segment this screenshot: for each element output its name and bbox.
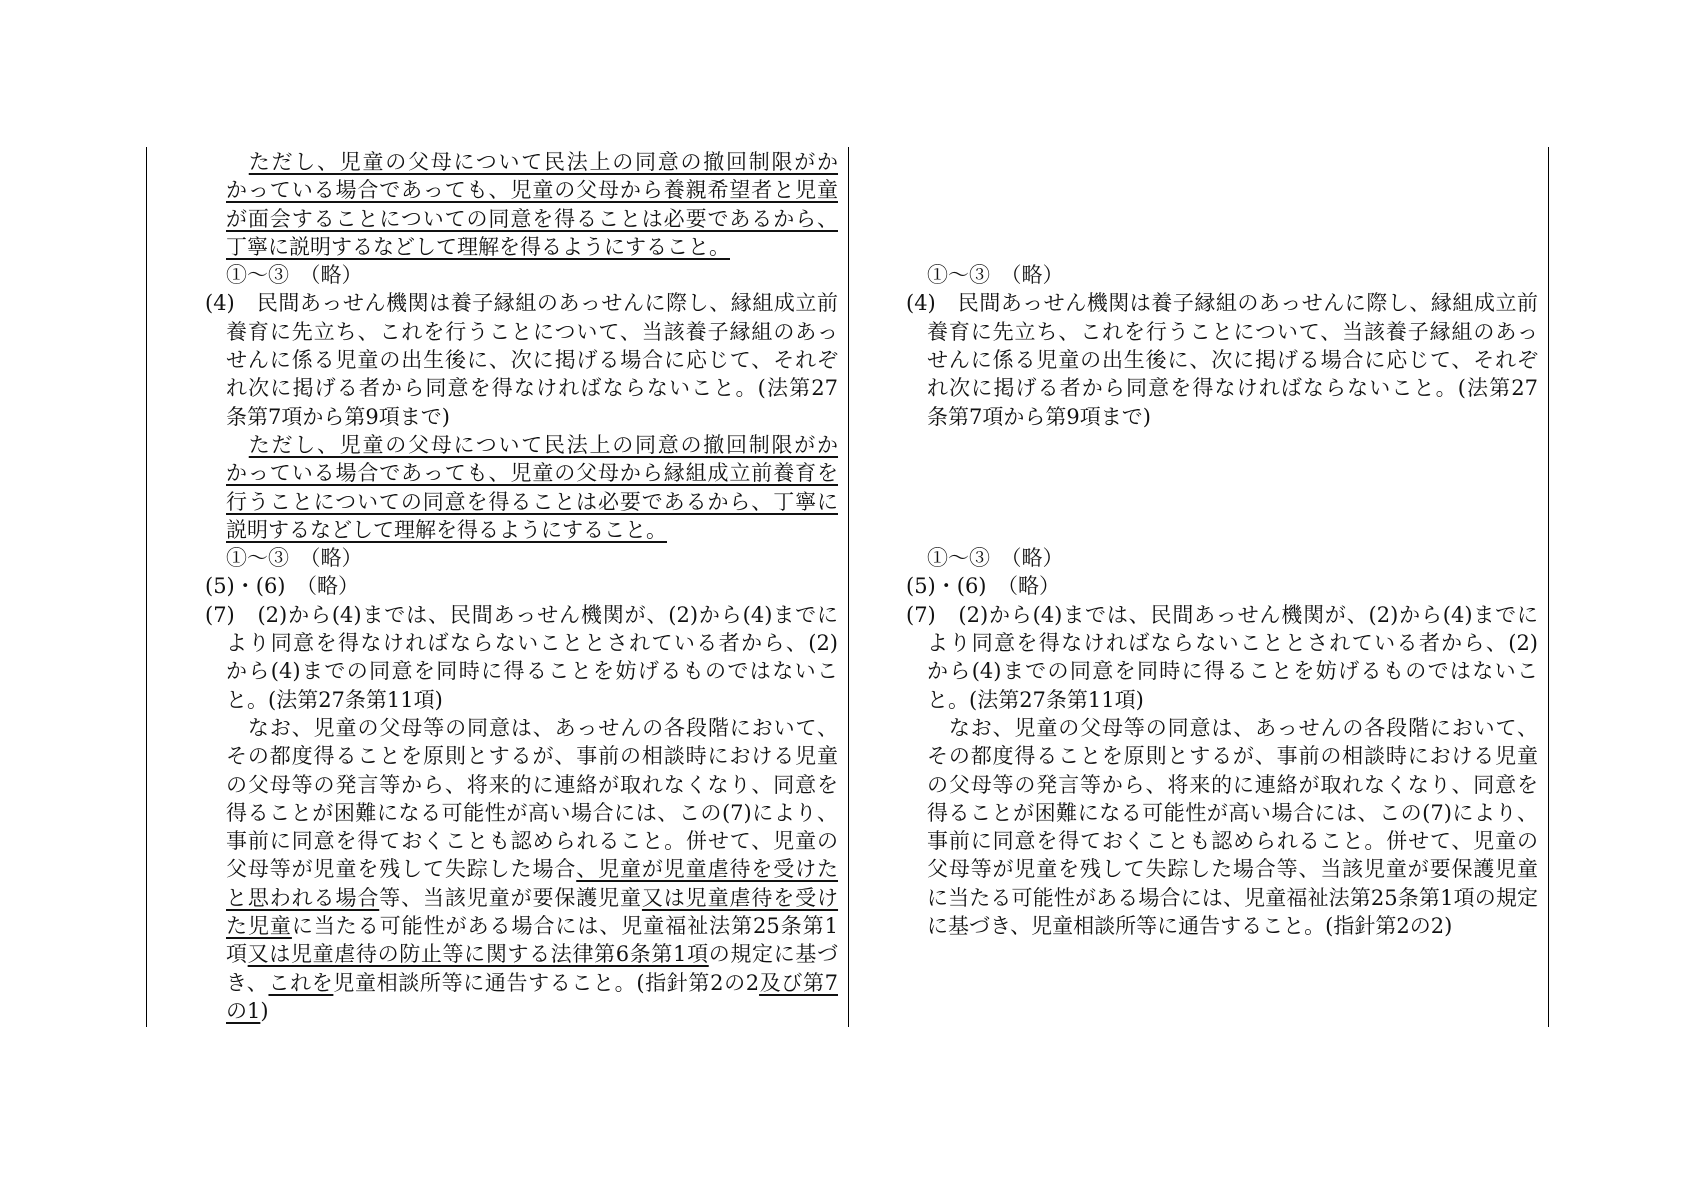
amended-text: かっている場合であっても、児童の父母から縁組成立前養育を [226,461,838,486]
text-segment: (5)・(6) （略） [906,574,1060,599]
text-line [927,261,1538,289]
text-segment: に基づき、児童相談所等に通告すること。(指針第2の2) [927,914,1453,939]
text-segment: に当たる可能性がある場合には、児童福祉法第25条第1項の規定 [927,885,1538,910]
text-segment: ①～③ （略） [927,263,1064,288]
text-segment: 得ることが困難になる可能性が高い場合には、この(7)により、 [927,800,1538,825]
table-border-middle [848,147,849,1027]
text-line [226,714,838,742]
text-line [927,346,1538,374]
amended-text: の1 [226,998,261,1023]
amended-text: ただし、児童の父母について民法上の同意の撤回制限がか [248,432,839,457]
amended-text: 又は児童虐待を受け [641,885,839,910]
text-line [226,261,838,289]
text-line [906,459,1538,487]
text-line [205,289,838,317]
text-segment: なお、児童の父母等の同意は、あっせんの各段階において、 [927,715,1538,740]
text-line [906,572,1538,600]
text-line [927,799,1538,827]
amended-text: た児童 [226,914,292,939]
text-line [226,657,838,685]
text-segment: れ次に掲げる者から同意を得なければならないこと。(法第27 [927,376,1538,401]
text-segment: せんに係る児童の出生後に、次に掲げる場合に応じて、それぞ [927,348,1538,373]
text-line [927,544,1538,572]
text-segment: に当たる可能性がある場合には、児童福祉法第25条第1 [291,914,838,939]
text-segment: 条第7項から第9項まで) [226,404,450,429]
text-segment: (4) 民間あっせん機関は養子縁組のあっせんに際し、縁組成立前 [906,291,1538,316]
text-segment: ①～③ （略） [226,263,363,288]
text-line [226,516,838,544]
text-segment: (7) (2)から(4)までは、民間あっせん機関が、(2)から(4)までに [906,602,1538,627]
text-line [226,969,838,997]
text-line [226,233,838,261]
text-line [226,629,838,657]
text-line [226,997,838,1025]
text-segment: (7) (2)から(4)までは、民間あっせん機関が、(2)から(4)までに [205,602,838,627]
amended-text: 丁寧に説明するなどして理解を得るようにすること。 [226,234,730,259]
text-line [927,827,1538,855]
amended-text: 説明するなどして理解を得るようにすること。 [226,517,667,542]
text-segment: と。(法第27条第11項) [927,687,1144,712]
text-line [927,855,1538,883]
text-line [205,572,838,600]
text-line [927,742,1538,770]
text-line [226,431,838,459]
table-border-left [146,147,147,1027]
text-line [226,346,838,374]
amended-text: かっている場合であっても、児童の父母から養親希望者と児童 [226,178,838,203]
text-segment: その都度得ることを原則とするが、事前の相談時における児童 [927,744,1538,769]
amended-text: 及び第7 [759,970,838,995]
text-line [927,884,1538,912]
text-line [226,827,838,855]
text-segment: 項 [226,942,248,967]
text-segment: 等、当該児童が要保護児童 [379,885,642,910]
text-line [906,431,1538,459]
text-line [906,516,1538,544]
text-line [927,318,1538,346]
text-segment: ①～③ （略） [226,546,363,571]
text-line [226,148,838,176]
amended-text: 、児童が児童虐待を受けた [576,857,839,882]
text-line [927,912,1538,940]
text-segment: 児童相談所等に通告すること。(指針第2の2 [333,970,760,995]
text-line [226,940,838,968]
text-segment [226,433,249,457]
text-line [226,742,838,770]
text-line [226,205,838,233]
text-segment: (5)・(6) （略） [205,574,359,599]
table-border-right [1548,147,1549,1027]
amended-text: 行うことについての同意を得ることは必要であるから、丁寧に [226,489,838,514]
text-segment: から(4)までの同意を同時に得ることを妨げるものではないこ [927,659,1538,684]
text-line [226,488,838,516]
text-segment: き、 [226,970,269,995]
text-segment: ) [260,998,269,1023]
text-line [226,374,838,402]
text-segment: 養育に先立ち、これを行うことについて、当該養子縁組のあっ [927,319,1538,344]
text-segment: から(4)までの同意を同時に得ることを妨げるものではないこ [226,659,838,684]
text-line [226,403,838,431]
text-segment: せんに係る児童の出生後に、次に掲げる場合に応じて、それぞ [226,348,838,373]
text-line [226,318,838,346]
text-line [226,771,838,799]
text-line [927,686,1538,714]
text-line [927,374,1538,402]
text-segment: 得ることが困難になる可能性が高い場合には、この(7)により、 [226,800,838,825]
text-line [226,855,838,883]
text-segment: より同意を得なければならないこととされている者から、(2) [927,631,1538,656]
text-line [906,289,1538,317]
text-segment: より同意を得なければならないこととされている者から、(2) [226,631,838,656]
amended-text: 又は児童虐待の防止等に関する法律第6条第1項 [247,942,709,967]
text-line [906,205,1538,233]
amended-text: と思われる場合 [226,885,380,910]
text-line [226,912,838,940]
text-line [226,459,838,487]
text-line [927,714,1538,742]
text-line [205,601,838,629]
text-segment: の父母等の発言等から、将来的に連絡が取れなくなり、同意を [226,772,838,797]
text-line [906,233,1538,261]
text-line [927,629,1538,657]
text-segment: 養育に先立ち、これを行うことについて、当該養子縁組のあっ [226,319,838,344]
text-segment: の父母等の発言等から、将来的に連絡が取れなくなり、同意を [927,772,1538,797]
text-segment: と。(法第27条第11項) [226,687,443,712]
text-line [906,176,1538,204]
text-segment [226,150,249,174]
text-segment: その都度得ることを原則とするが、事前の相談時における児童 [226,744,838,769]
text-segment: なお、児童の父母等の同意は、あっせんの各段階において、 [226,715,838,740]
text-segment: 父母等が児童を残して失踪した場合等、当該児童が要保護児童 [927,857,1538,882]
text-line [906,148,1538,176]
amended-text: これを [268,970,334,995]
text-segment: 事前に同意を得ておくことも認められること。併せて、児童の [927,829,1538,854]
current-text-column [906,148,1538,940]
text-segment: 事前に同意を得ておくことも認められること。併せて、児童の [226,829,838,854]
text-segment: 条第7項から第9項まで) [927,404,1151,429]
text-line [906,488,1538,516]
text-line [226,544,838,572]
text-line [927,403,1538,431]
amended-text: ただし、児童の父母について民法上の同意の撤回制限がか [248,150,839,174]
text-line [927,657,1538,685]
text-segment: ①～③ （略） [927,546,1064,571]
text-line [226,686,838,714]
text-line [226,176,838,204]
text-segment: (4) 民間あっせん機関は養子縁組のあっせんに際し、縁組成立前 [205,291,838,316]
amended-text: が面会することについての同意を得ることは必要であるから、 [226,206,838,231]
text-line [906,601,1538,629]
text-line [927,771,1538,799]
text-segment: 父母等が児童を残して失踪した場合 [226,857,577,882]
text-segment: れ次に掲げる者から同意を得なければならないこと。(法第27 [226,376,838,401]
text-segment: の規定に基づ [708,942,838,967]
text-line [226,799,838,827]
revised-text-column [205,148,838,1025]
text-line [226,884,838,912]
